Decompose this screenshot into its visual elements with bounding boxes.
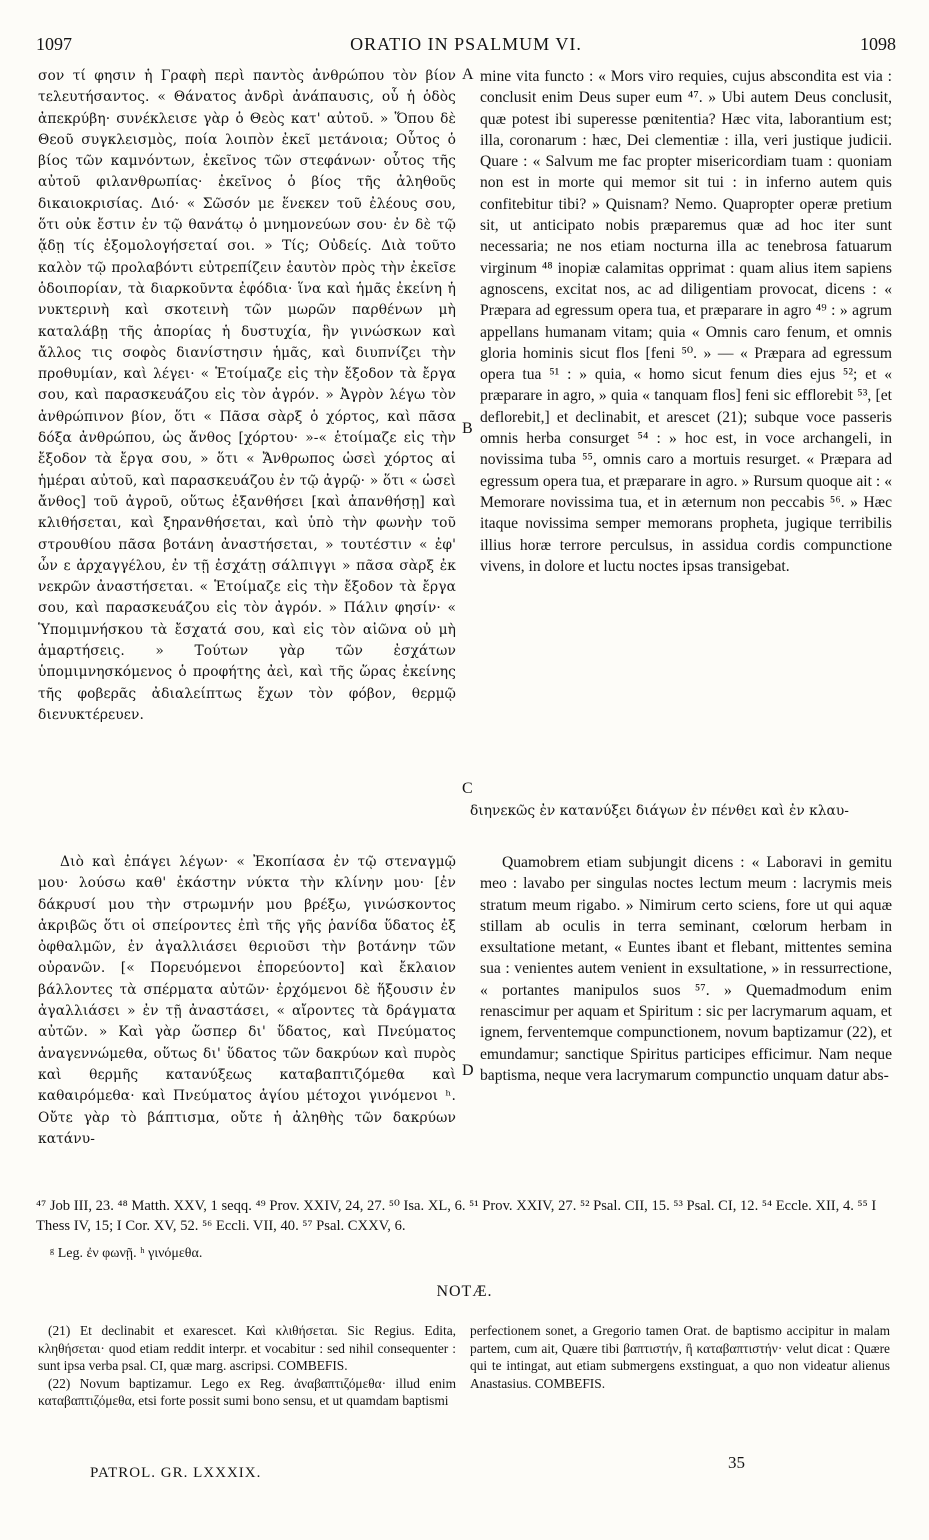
notes-column-right (470, 1322, 890, 1392)
latin-text-block: mine vita functo : « Mors viro requies, cujus abscondita est via : conclusit enim Deus super eum ⁴⁷. » Ubi autem Deus conclusit, quæ potest ibi superesse pœnitentia? Hæc vita, laborantium est; illa, coronarum : hæc, Dei clementiæ : illa, veri justique judicii. Quare : « Salvum me fac propter misericordiam tuam : quoniam non est in morte qui memor sit tui : in inferno autem quis confitebitur tibi? » Quisnam? Nemo. Quapropter operæ pretium sit, ut anticipato nobis præparemus quæ ad hoc iter sunt necessaria; ne nos etiam nocturna illa ac tenebrosa fatuarum virginum ⁴⁸ inopiæ calamitas opprimat : quam alius item sapiens agnoscens, excitat nos, ac ad diligentiam provocat, dicens : « Præpara ad egressum opera tua, et præparare in agro ⁴⁹ : » agrum appellans humanam vitam; quia « Omnis caro fenum, et omnis gloria hominis sicut flos [feni ⁵⁰. » — « Præpara ad egressum opera tua ⁵¹ : » quia, « homo sicut fenum dies ejus ⁵²; et « præparare in agro, » quia « tanquam flos] feni sic efflorebit ⁵³, [et deflorebit,] et declinabit, et arescet (21); subque voce passeris omnis herba consurget ⁵⁴ : » hoc est, in voce archangeli, in novissima tuba ⁵⁵, omnis caro a mortuis resurget. « Præpara ad egressum opera tua, et præparare in agro. » Rursum quoque ait : « Memorare novissima tua, et in æternum non peccabis ⁵⁶. » Hæc itaque novissima semper memorans propheta, jugique terribilis illius horæ terrore perculsus, in assidua cordis compunctione vivens, in dolore et luctu noctes ipsas transigebat. (480, 68, 892, 575)
note-22-continuation: perfectionem sonet, a Gregorio tamen Orat. de baptismo accipitur in malam partem, cum ait, Quære tibi βαπτιστήν, ἢ καταβαπτιστήν· velut dicat : Quære qui te intingat, aut etiam submergens exstinguat, a quo non videatur alienus Anastasius. COMBEFIS. (470, 1323, 890, 1391)
greek-text-block: Διὸ καὶ ἐπάγει λέγων· « Ἐκοπίασα ἐν τῷ στεναγμῷ μου· λούσω καθ' ἑκάστην νύκτα τὴν κλίνην μου· [ἐν δάκρυσί μου τὴν στρωμνήν μου βρέξω, γινώσκοντος ἀκριβῶς ὅτι οἱ σπείροντες ἐπὶ τῆς γῆς ῥανίδα ὕδατος ἐξ ὀφθαλμῶν, ἐν ἀγαλλιάσει θεριοῦσι τὴν βοτάνην τῶν οὐρανῶν. [« Πορευόμενοι ἐπορεύοντο] καὶ ἔκλαιον βάλλοντες τὰ σπέρματα αὐτῶν· ἐρχόμενοι δὲ ἥξουσιν ἐν ἀγαλλιάσει » ἐν τῇ ἀναστάσει, « αἴροντες τὰ δράγματα αὐτῶν. » Καὶ γὰρ ὥσπερ δι' ὕδατος, καὶ Πνεύματος ἀναγεννώμεθα, οὕτως δι' ὕδατος τῶν δακρύων καὶ πυρὸς καὶ θερμῆς κατανύξεως καταβαπτιζόμεθα καὶ καθαιρόμεθα· καὶ Πνεύματος ἁγίου μέτοχοι γινόμενοι ʰ. Οὔτε γὰρ τὸ βάπτισμα, οὔτε ἡ ἀληθὴς τῶν δακρύων κατάνυ- (38, 854, 456, 1147)
note-21: (21) Et declinabit et exarescet. Καὶ κλιθήσεται. Sic Regius. Edita, κληθήσεται· quod etiam reddit interpr. et vocabitur : sed nihil consequenter : sunt ipsa verba psal. CI, quæ marg. ascripsi. COMBEFIS. (38, 1323, 456, 1373)
section-marker-d: D (462, 1062, 474, 1079)
note-22: (22) Novum baptizamur. Lego ex Reg. ἀναβαπτιζόμεθα· illud enim καταβαπτιζόμεθα, etsi forte possit sumi bono sensu, et ut quamdam baptismi (38, 1375, 456, 1408)
left-column-number: 1097 (36, 34, 72, 54)
series-footer: PATROL. GR. LXXXIX. (90, 1465, 262, 1481)
notes-heading: NOTÆ. (436, 1283, 493, 1300)
latin-column-upper (480, 66, 892, 577)
scripture-references: ⁴⁷ Job III, 23. ⁴⁸ Matth. XXV, 1 seqq. ⁴⁹ Prov. XXIV, 24, 27. ⁵⁰ Isa. XL, 6. ⁵¹ Prov. XXIV, 27. ⁵² Psal. CII, 15. ⁵³ Psal. CI, 12. ⁵⁴ Eccle. XII, 4. ⁵⁵ I Thess IV, 15; I Cor. XV, 52. ⁵⁶ Eccli. VII, 40. ⁵⁷ Psal. CXXV, 6. (36, 1198, 877, 1234)
greek-continuation-line: διηνεκῶς ἐν κατανύξει διάγων ἐν πένθει καὶ ἐν κλαυ- (470, 803, 849, 819)
right-column-number: 1098 (860, 34, 896, 54)
greek-column-lower (38, 852, 456, 1150)
running-header (36, 34, 896, 56)
section-marker-c: C (462, 780, 473, 797)
notes-column-left (38, 1322, 456, 1410)
latin-column-lower (480, 852, 892, 1086)
variant-readings: ᵍ Leg. ἐν φωνῇ. ʰ γινόμεθα. (50, 1246, 203, 1261)
section-marker-a: A (462, 66, 474, 83)
signature-mark: 35 (728, 1453, 745, 1472)
page-title: ORATIO IN PSALMUM VI. (350, 34, 582, 54)
greek-text-block: σον τί φησιν ἡ Γραφὴ περὶ παντὸς ἀνθρώπου τὸν βίον τελευτήσαντος. « Θάνατος ἀνδρὶ ἀνάπαυσις, οὗ ἡ ὁδὸς ἀπεκρύβη· συνέκλεισε γὰρ ὁ Θεὸς κατ' αὐτοῦ. » Ὅπου δὲ Θεοῦ συγκλεισμὸς, ποία λοιπὸν ἐκεῖ μετάνοια; Οὗτος ὁ βίος τῶν καμνόντων, ἐκεῖνος τῶν στεφάνων· οὗτος τῆς αὐτοῦ φιλανθρωπίας· ἐκεῖνος ὁ βίος τῆς ἀληθοῦς δικαιοκρισίας. Διό· « Σῶσόν με ἕνεκεν τοῦ ἐλέους σου, ὅτι οὐκ ἔστιν ἐν τῷ θανάτῳ ὁ μνημονεύων σου· ἐν δὲ τῷ ᾅδῃ τίς ἐξομολογήσεταί σοι. » Τίς; Οὐδείς. Διὰ τοῦτο καλὸν τῷ προλαβόντι εὐτρεπίζειν ἑαυτὸν πρὸς τὴν ἐκεῖσε ὁδοιπορίαν, τὰ διαρκοῦντα ἐφόδια· ἵνα καὶ ἡμᾶς ἐκείνη ἡ νυκτερινὴ καὶ σκοτεινὴ τῶν μωρῶν παρθένων μὴ καταλάβῃ τῆς ἀπορίας ἡ δυστυχία, ἣν γινώσκων καὶ ἄλλος τις σοφὸς διανίστησιν ἡμᾶς, καὶ διυπνίζει τὴν προθυμίαν, καὶ λέγει· « Ἑτοίμαζε εἰς τὴν ἔξοδον τὰ ἔργα σου, καὶ παρασκευάζου εἰς τὸν ἀγρόν. » Ἀγρὸν λέγω τὸν ἀνθρώπινον βίον, ὅτι « Πᾶσα σὰρξ ὁ χόρτος, καὶ πᾶσα δόξα ἀνθρώπου, ὡς ἄνθος [χόρτου· »-« ἑτοίμαζε εἰς τὴν ἔξοδον τὰ ἔργα σου, » ὅτι « Ἄνθρωπος ὡσεὶ χόρτος αἱ ἡμέραι αὐτοῦ, καὶ παρασκευάζου ἐν τῷ ἀγρῷ· » ὅτι « ὡσεὶ ἄνθος] τοῦ ἀγροῦ, οὕτως ἐξανθήσει [καὶ ἀπανθήσῃ] καὶ κλιθήσεται, καὶ ξηρανθήσεται, καὶ ὑπὸ τὴν φωνὴν τοῦ στρουθίου πᾶσα βοτάνη ἀναστήσεται, » τουτέστιν « ἐφ' ὧν ε ἀρχαγγέλου, ἐν τῇ ἐσχάτῃ σάλπιγγι » πᾶσα σὰρξ ἐκ νεκρῶν ἀναστήσεται. « Ἑτοίμαζε εἰς τὴν ἔξοδον τὰ ἔργα σου, καὶ παρασκευάζου εἰς τὸν ἀγρόν. » Πάλιν φησίν· « Ὑπομιμνήσκου τὰ ἔσχατά σου, καὶ εἰς τὸν αἰῶνα οὐ μὴ ἁμαρτήσεις. » Τούτων γὰρ τῶν ἐσχάτων ὑπομιμνησκόμενος ὁ προφήτης ἀεὶ, καὶ τῆς ὥρας ἐκείνης τῆς φοβερᾶς ἀδιαλείπτως ἔχων τὸν φόβον, θερμῷ διενυκτέρευεν. (38, 68, 456, 723)
section-marker-b: B (462, 420, 473, 437)
greek-column-upper (38, 66, 456, 726)
latin-text-block: Quamobrem etiam subjungit dicens : « Laboravi in gemitu meo : lavabo per singulas noctes lectum meum : lacrymis meis stratum meum rigabo. » Nimirum certo sciens, fore ut qui aquæ stillam ab oculis in terra seminant, cœlorum herbam in exsultatione metant, « Euntes ibant et flebant, mittentes semina sua : venientes autem venient in exsultatione, » in ressurrectione, « portantes manipulos suos ⁵⁷. » Quemadmodum enim renascimur per aquam et Spiritum : sic per lacrymarum aquam, et ignem, ferventemque compunctionem, novum baptizamur (22), et emundamur; sanctique Spiritus participes efficimur. Nam neque baptisma, neque vera lacrymarum compunctio unquam datur abs- (480, 854, 892, 1084)
